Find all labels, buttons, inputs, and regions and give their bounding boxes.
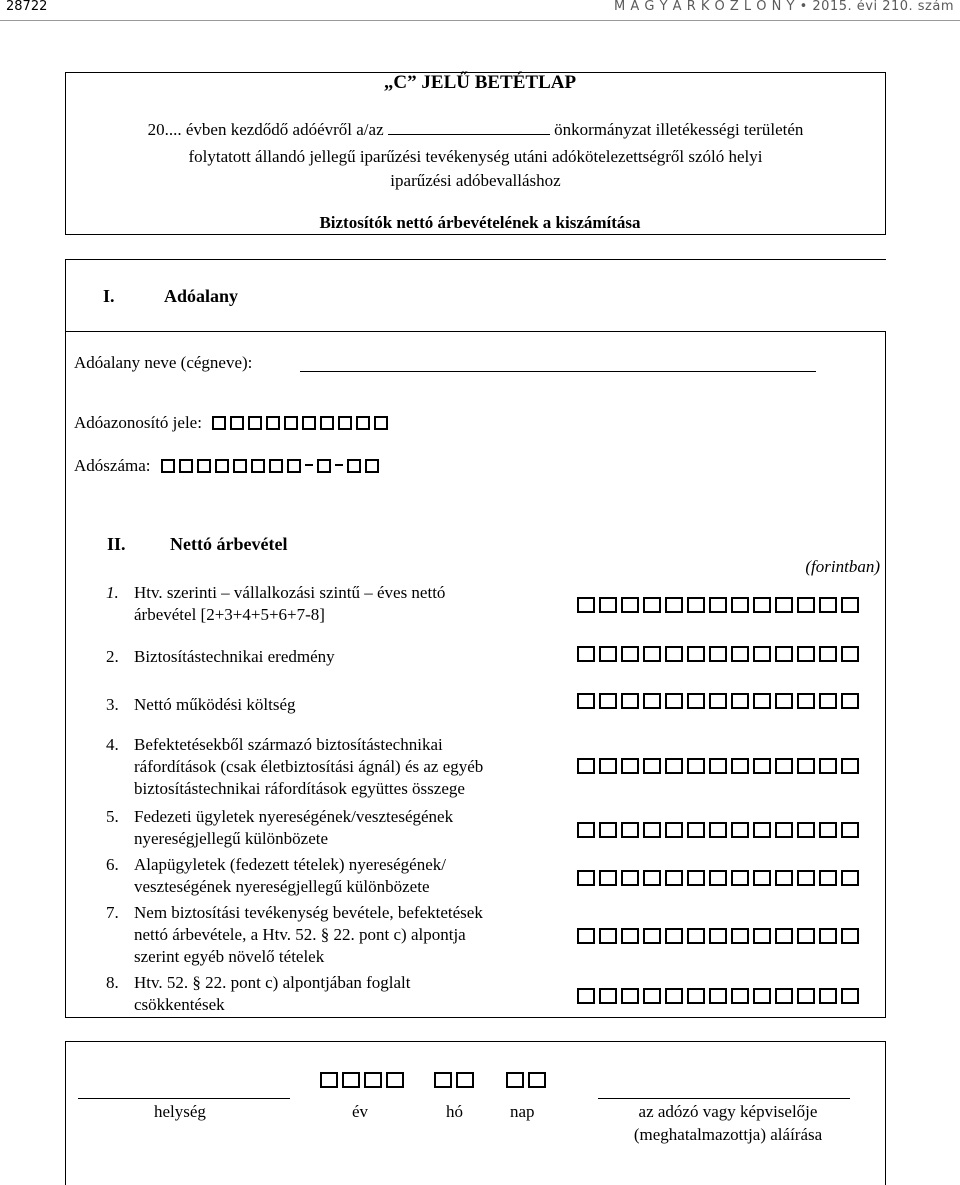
intro-line-3: iparűzési adóbevalláshoz — [390, 171, 561, 190]
signer-label-2: (meghatalmazottja) aláírása — [633, 1125, 823, 1144]
municipality-field[interactable] — [388, 120, 550, 135]
row-8 — [106, 972, 556, 1016]
section-1-number: I. — [103, 286, 115, 306]
tax-number-label — [74, 456, 383, 476]
row-3-line-1: Nettó működési költség — [134, 695, 296, 714]
row-5 — [106, 806, 556, 850]
row-8-line-1: Htv. 52. § 22. pont c) alpontjában foglalt — [134, 973, 411, 992]
taxpayer-name-label: Adóalany neve (cégneve): — [74, 353, 253, 372]
row-2-line-1: Biztosítástechnikai eredmény — [134, 647, 335, 666]
row-6-amount-boxes[interactable] — [577, 870, 863, 889]
row-1-line-2: árbevétel [2+3+4+5+6+7-8] — [134, 605, 325, 624]
row-4-line-3: biztosítástechnikai ráfordítások együttes összege — [134, 779, 465, 798]
section-1-top-line — [65, 259, 886, 260]
row-2-amount-boxes[interactable] — [577, 646, 863, 665]
tax-number-boxes[interactable] — [161, 456, 383, 475]
intro-part-2: önkormányzat illetékességi területén — [554, 120, 804, 139]
row-1-line-1: Htv. szerinti – vállalkozási szintű – éves nettó — [134, 583, 446, 602]
taxpayer-name-field[interactable] — [300, 371, 816, 372]
row-8-line-2: csökkentések — [134, 995, 225, 1014]
form-title: „C” JELŰ BETÉTLAP — [383, 72, 577, 93]
row-4-amount-boxes[interactable] — [577, 758, 863, 777]
date-year-boxes[interactable] — [320, 1072, 408, 1091]
row-5-line-2: nyereségjellegű különbözete — [134, 829, 329, 848]
row-6-number: 6. — [106, 855, 119, 874]
row-8-number: 8. — [106, 973, 119, 992]
section-1-title: Adóalany — [164, 286, 239, 306]
section-2-title: Nettó árbevétel — [170, 534, 288, 554]
row-2 — [106, 646, 546, 668]
page-number: 28722 — [6, 0, 48, 14]
header-divider — [0, 20, 960, 21]
row-7-line-2: nettó árbevétele, a Htv. 52. § 22. pont c) alpontja — [134, 925, 466, 944]
date-day-boxes[interactable] — [506, 1072, 550, 1091]
row-1 — [106, 582, 546, 626]
intro-part-1: 20.... évben kezdődő adóévről a/az — [147, 120, 384, 139]
row-7-amount-boxes[interactable] — [577, 928, 863, 947]
row-4-line-2: ráfordítások (csak életbiztosítási ágnál) és az egyéb — [134, 757, 484, 776]
row-3-amount-boxes[interactable] — [577, 693, 863, 712]
tax-number-label-text: Adószáma: — [74, 456, 151, 475]
row-3-number: 3. — [106, 695, 119, 714]
row-1-amount-boxes[interactable] — [577, 597, 863, 616]
section-2-number: II. — [107, 534, 126, 554]
signer-label-1: az adózó vagy képviselője — [638, 1102, 818, 1121]
day-label: nap — [510, 1102, 535, 1121]
row-4-line-1: Befektetésekből származó biztosítástechnikai — [134, 735, 443, 754]
place-field[interactable] — [78, 1098, 290, 1099]
tax-id-boxes[interactable] — [212, 413, 392, 432]
intro-line-2: folytatott állandó jellegű iparűzési tevékenység utáni adókötelezettségről szóló helyi — [188, 147, 763, 166]
form-subtitle: Biztosítók nettó árbevételének a kiszámítása — [319, 213, 641, 232]
intro-line-1 — [65, 118, 886, 142]
tax-id-label-text: Adóazonosító jele: — [74, 413, 202, 432]
row-1-number: 1. — [106, 583, 119, 602]
row-6-line-2: veszteségének nyereségjellegű különbözete — [134, 877, 430, 896]
row-7-number: 7. — [106, 903, 119, 922]
section-1-left-line — [65, 259, 66, 331]
row-6 — [106, 854, 556, 898]
gazette-title: M A G Y A R K Ö Z L Ö N Y • 2015. évi 210. szám — [614, 0, 954, 14]
row-5-number: 5. — [106, 807, 119, 826]
row-7 — [106, 902, 556, 968]
signature-field[interactable] — [598, 1098, 850, 1099]
unit-label: (forintban) — [805, 557, 880, 576]
row-2-number: 2. — [106, 647, 119, 666]
date-month-boxes[interactable] — [434, 1072, 478, 1091]
row-5-amount-boxes[interactable] — [577, 822, 863, 841]
row-8-amount-boxes[interactable] — [577, 988, 863, 1007]
row-4-number: 4. — [106, 735, 119, 754]
row-7-line-1: Nem biztosítási tevékenység bevétele, befektetések — [134, 903, 483, 922]
year-label: év — [352, 1102, 369, 1121]
row-5-line-1: Fedezeti ügyletek nyereségének/veszteségének — [134, 807, 454, 826]
row-7-line-3: szerint egyéb növelő tételek — [134, 947, 325, 966]
row-4 — [106, 734, 556, 800]
row-6-line-1: Alapügyletek (fedezett tételek) nyereségének/ — [134, 855, 446, 874]
tax-id-label — [74, 413, 392, 433]
month-label: hó — [446, 1102, 463, 1121]
row-3 — [106, 694, 546, 716]
place-label: helység — [154, 1102, 206, 1121]
